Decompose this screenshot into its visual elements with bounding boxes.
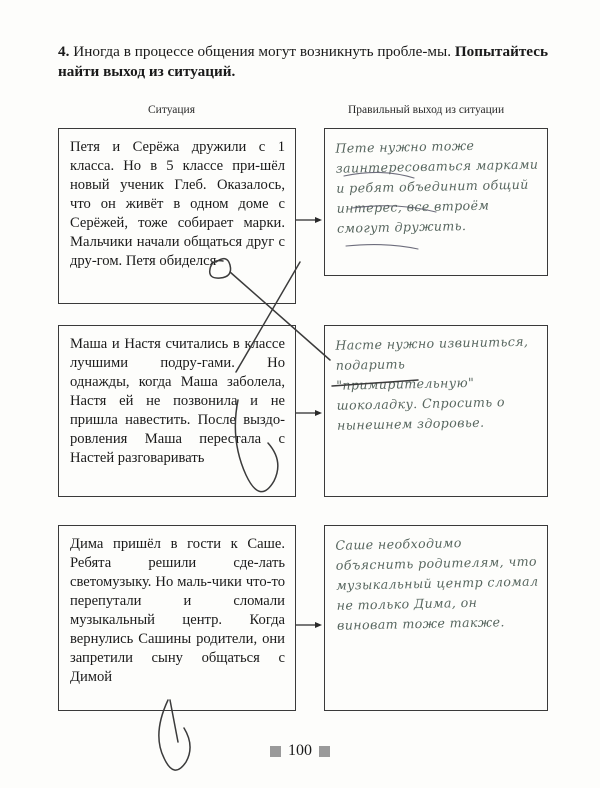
footer-square-left <box>270 746 281 757</box>
task-text-bold: Попытайтесь найти выход из ситуаций. <box>58 43 549 81</box>
handwritten-answer: Насте нужно извиниться, подарить "примирительную" шоколадку. Спросить о нынешнем здоровье. <box>335 333 529 433</box>
page-number: 100 <box>288 742 312 759</box>
task-number: 4. <box>58 43 70 60</box>
task-heading <box>58 42 548 82</box>
arrow-icon <box>296 619 322 631</box>
table-row <box>58 128 548 308</box>
situation-cell <box>58 525 296 711</box>
answer-cell[interactable] <box>324 128 548 276</box>
situation-text: Дима пришёл в гости к Саше. Ребята решили сде-лать светомузыку. Но маль-чики что-то перепутали и сломали музыкальный центр. Когда вернулись Сашины родители, они запретили сыну общаться с Димой <box>70 536 285 685</box>
answer-cell[interactable] <box>324 525 548 711</box>
column-header-solution: Правильный выход из ситуации <box>348 104 505 116</box>
column-header-situation: Ситуация <box>148 104 195 116</box>
situation-cell <box>58 128 296 304</box>
table-row <box>58 325 548 505</box>
table-row <box>58 525 548 715</box>
footer-square-right <box>319 746 330 757</box>
situation-cell <box>58 325 296 497</box>
page-footer <box>0 742 600 760</box>
situation-text: Маша и Настя считались в классе лучшими подру-гами. Но однажды, когда Маша заболела, Настя ей не позвонила и не пришла навестить. После выздо-ровления Маша перестала с Настей разговаривать <box>70 336 285 466</box>
handwritten-answer: Пете нужно тоже заинтересоваться марками и ребят объединит общий интерес, все втроём смогут дружить. <box>335 137 539 236</box>
arrow-icon <box>296 214 322 226</box>
column-headers <box>58 104 548 122</box>
answer-cell[interactable] <box>324 325 548 497</box>
task-text-plain: Иногда в процессе общения могут возникнуть пробле-мы. <box>73 43 455 60</box>
handwritten-answer: Саше необходимо объяснить родителям, что музыкальный центр сломал не только Дима, он виноват тоже также. <box>335 535 539 633</box>
arrow-icon <box>296 407 322 419</box>
situation-text: Петя и Серёжа дружили с 1 класса. Но в 5 классе при-шёл новый ученик Глеб. Оказалось, что он живёт в одном доме с Серёжей, тоже собирает марки. Мальчики начали общаться друг с дру-гом. Петя обиделся <box>70 139 285 269</box>
